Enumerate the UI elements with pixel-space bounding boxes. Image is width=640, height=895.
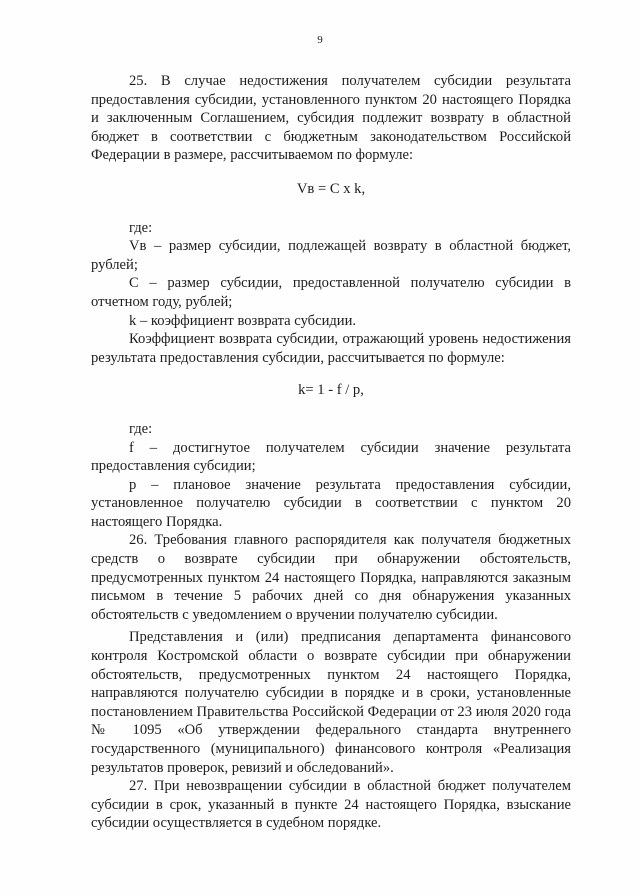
- where-label: где:: [129, 219, 153, 236]
- where-label-2: где:: [129, 420, 153, 437]
- paragraph-27: 27. При невозвращении субсидии в областной бюджет получателем субсидии в срок, указанный в пункте 24 настоящего Порядка, взыскание субсидии осуществляется в судебном порядке.: [91, 778, 571, 832]
- paragraph-25: 25. В случае недостижения получателем субсидии результата предоставления субсидии, установленного пунктом 20 настоящего Порядка и заключенным Соглашением, субсидия подлежит возврату в областной бюджет в соответствии с бюджетным законодательством Российской Федерации в размере, рассчитываемом по формуле:: [91, 73, 571, 164]
- paragraph-representations: Представления и (или) предписания департамента финансового контроля Костромской области о возврате субсидии при обнаружении обстоятельств, предусмотренных пунктом 24 настоящего Порядка, направляются получателю субсидии в порядке и в сроки, установленные постановлением Правительства Российской Федерации от 23 июля 2020 года № 1095 «Об утверждении федерального стандарта внутреннего государственного (муниципального) финансового контроля «Реализация результатов проверок, ревизий и обследований».: [91, 629, 571, 776]
- formula-coefficient: k= 1 - f / p,: [298, 382, 364, 399]
- formula-refund: Vв = C x k,: [296, 180, 366, 197]
- definition-p: p – плановое значение результата предоставления субсидии, установленное получателю субсидии в соответствии с пунктом 20 настоящего Порядка.: [91, 476, 571, 530]
- definition-k: k – коэффициент возврата субсидии.: [129, 312, 357, 329]
- definition-vv: Vв – размер субсидии, подлежащей возврату в областной бюджет, рублей;: [91, 238, 571, 273]
- document-body: [91, 72, 571, 833]
- paragraph-26: 26. Требования главного распорядителя как получателя бюджетных средств о возврате субсидии при обнаружении обстоятельств, предусмотренных пунктом 24 настоящего Порядка, направляются заказным письмом в течение 5 рабочих дней со дня обнаружения указанных обстоятельств с уведомлением о вручении получателю субсидии.: [91, 532, 571, 623]
- page-number: 9: [317, 34, 323, 46]
- coefficient-paragraph: Коэффициент возврата субсидии, отражающий уровень недостижения результата предоставления субсидии, рассчитывается по формуле:: [91, 331, 571, 366]
- definition-c: C – размер субсидии, предоставленной получателю субсидии в отчетном году, рублей;: [91, 275, 571, 310]
- definition-f: f – достигнутое получателем субсидии значение результата предоставления субсидии;: [91, 439, 571, 475]
